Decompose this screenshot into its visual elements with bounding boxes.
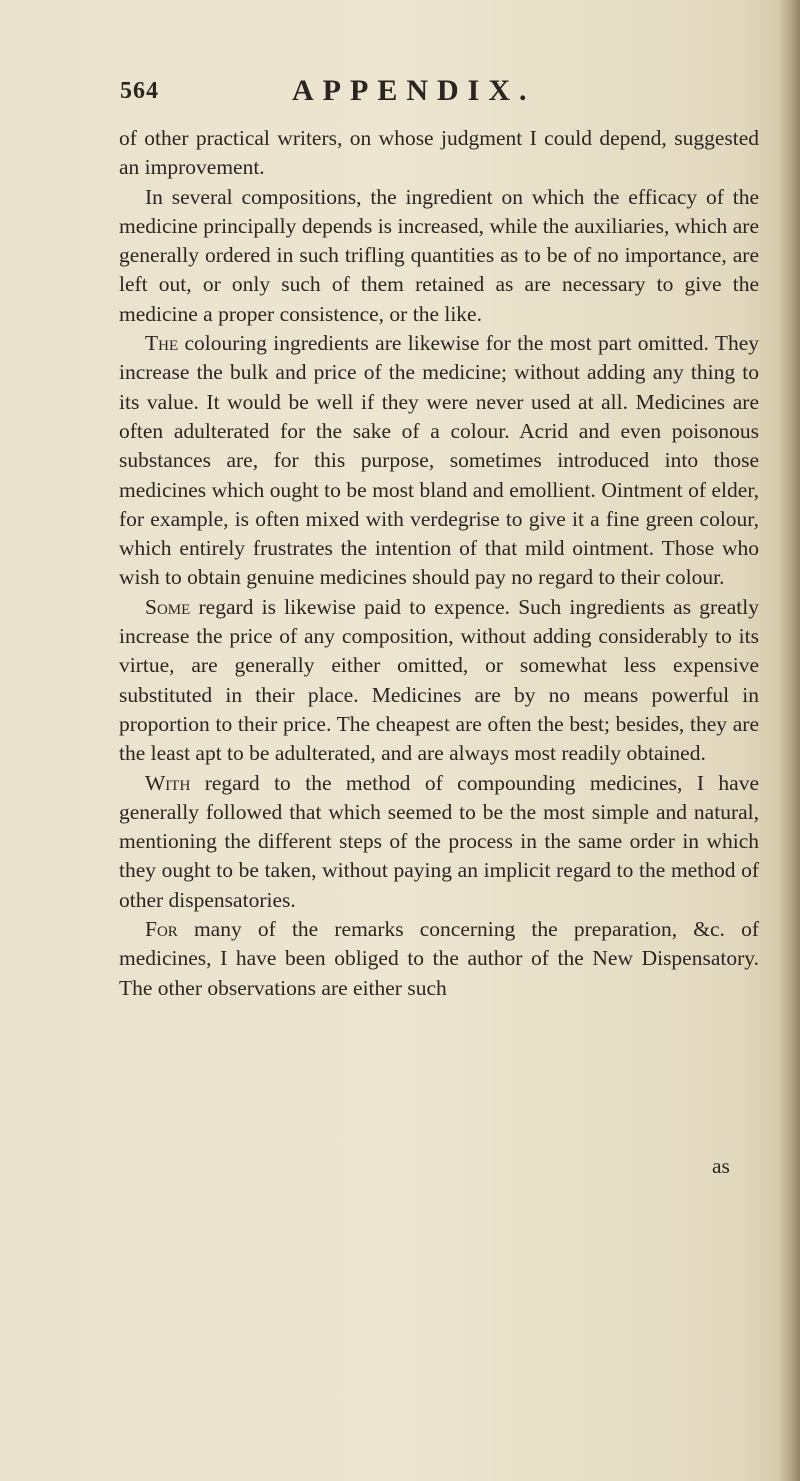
body-text xyxy=(119,124,759,1003)
running-head: APPENDIX. xyxy=(292,74,536,107)
paragraph-continuation xyxy=(119,124,759,183)
paragraph-remarks xyxy=(119,915,759,1003)
paragraph-compounding xyxy=(119,769,759,915)
paragraph-text: In several compositions, the ingredient on which the efficacy of the medicine principally depends is increased, while the auxiliaries, which are generally ordered in such trifling quantities as to be of no importance, are left out, or only such of them retained as are necessary to give the medicine a proper consistence, or the like. xyxy=(119,184,759,326)
paragraph-lead-word: Some xyxy=(145,594,191,619)
paragraph-lead-word: The xyxy=(145,331,179,356)
paragraph-lead-word: For xyxy=(145,917,178,942)
paragraph-text: regard to the method of compounding medicines, I have generally followed that which seemed to be the most simple and natural, mentioning the different steps of the process in the same order in which they ought to be taken, without paying an implicit regard to the method of other dispensatories. xyxy=(119,770,759,912)
paragraph-colouring xyxy=(119,329,759,593)
page-number: 564 xyxy=(120,78,159,104)
paragraph-text: regard is likewise paid to expence. Such ingredients as greatly increase the price of any composition, without adding considerably to its virtue, are generally either omitted, or somewhat less expensive substituted in their place. Medicines are by no means powerful in proportion to their price. The cheapest are often the best; besides, they are the least apt to be adulterated, and are always most readily obtained. xyxy=(119,594,759,766)
catchword: as xyxy=(712,1154,730,1178)
paragraph-compositions xyxy=(119,183,759,329)
paragraph-lead-word: With xyxy=(145,770,191,795)
paragraph-text: many of the remarks concerning the preparation, &c. of medicines, I have been obliged to the author of the New Dispensatory. The other observations are either such xyxy=(119,917,759,1000)
paragraph-expence xyxy=(119,593,759,769)
paragraph-text: of other practical writers, on whose judgment I could depend, suggested an improvement. xyxy=(119,126,759,180)
page-header xyxy=(120,72,720,112)
page-edge-shadow xyxy=(778,0,800,1481)
paragraph-text: colouring ingredients are likewise for the most part omitted. They increase the bulk and price of the medicine; without adding any thing to its value. It would be well if they were never used at all. Medicines are often adulterated for the sake of a colour. Acrid and even poisonous substances are, for this purpose, sometimes introduced into those medicines which ought to be most bland and emollient. Ointment of elder, for example, is often mixed with verdegrise to give it a fine green colour, which entirely frustrates the intention of that mild ointment. Those who wish to obtain genuine medicines should pay no regard to their colour. xyxy=(119,331,759,590)
